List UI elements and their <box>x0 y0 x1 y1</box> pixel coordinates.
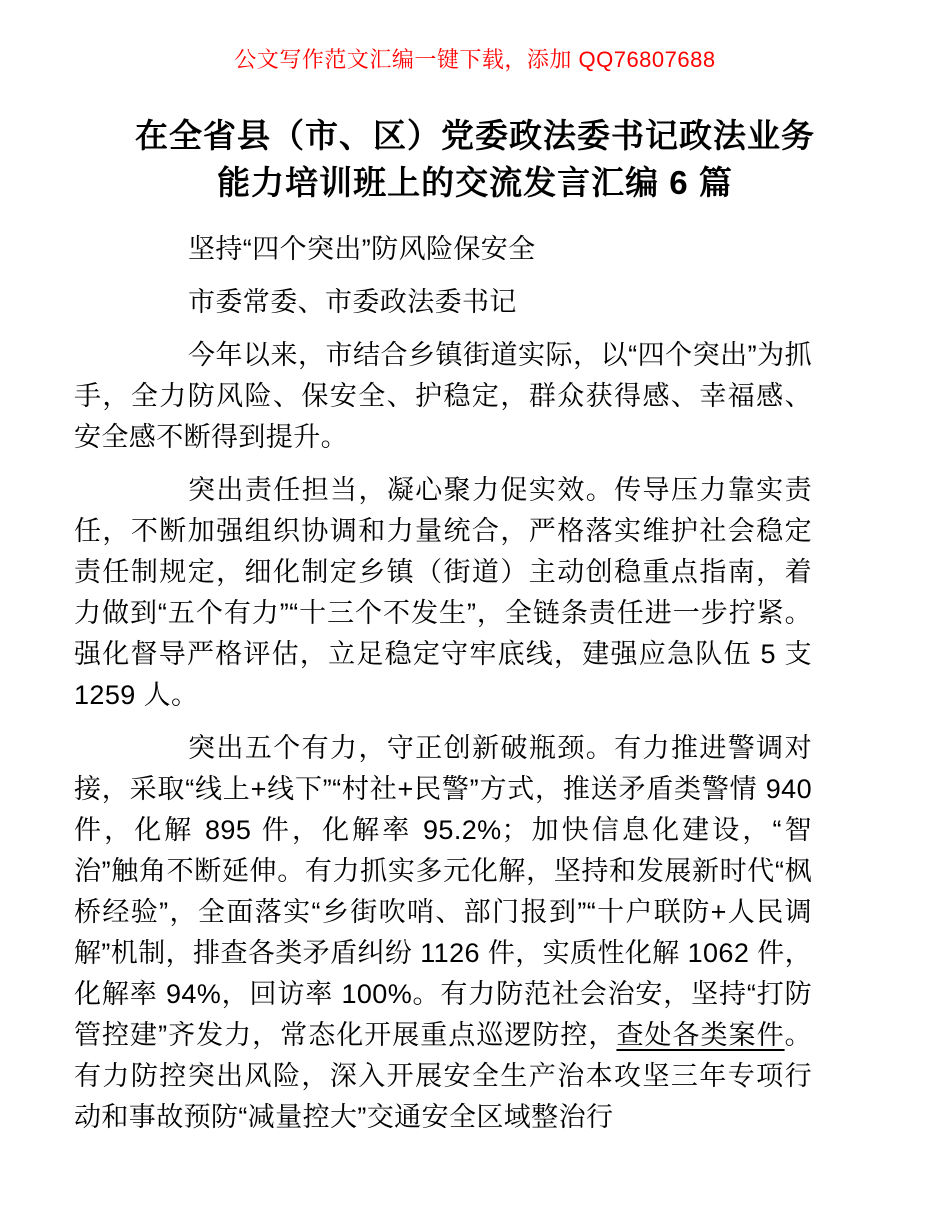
paragraph-3 <box>74 728 812 1138</box>
paragraph-2: 突出责任担当，凝心聚力促实效。传导压力靠实责任，不断加强组织协调和力量统合，严格落实维护社会稳定责任制规定，细化制定乡镇（街道）主动创稳重点指南，着力做到“五个有力”“十三个不发生”，全链条责任进一步拧紧。强化督导严格评估，立足稳定守牢底线，建强应急队伍 5 支 1259 人。 <box>74 475 812 710</box>
paragraph-1: 今年以来，市结合乡镇街道实际，以“四个突出”为抓手，全力防风险、保安全、护稳定，群众获得感、幸福感、安全感不断得到提升。 <box>74 340 812 452</box>
document-title-line-2: 能力培训班上的交流发言汇编 6 篇 <box>217 164 733 201</box>
document-body <box>0 229 950 1138</box>
document-title-line-1: 在全省县（市、区）党委政法委书记政法业务 <box>135 117 815 154</box>
underlined-phrase: 查处各类案件 <box>616 1020 785 1050</box>
byline: 市委常委、市委政法委书记 <box>188 287 517 317</box>
paragraph-3-continuation: 。有力防控突出风险，深入开展安全生产治本攻坚三年专项行动和事故预防“减量控大”交通安全区域整治行 <box>74 1020 812 1132</box>
paragraph-3-text: 突出五个有力，守正创新破瓶颈。有力推进警调对接，采取“线上+线下”“村社+民警”方式，推送矛盾类警情 940 件，化解 895 件，化解率 95.2%；加快信息化建设，“智治”触角不断延伸。有力抓实多元化解，坚持和发展新时代“枫桥经验”，全面落实“乡街吹哨、部门报到”“十户联防+人民调解”机制，排查各类矛盾纠纷 1126 件，实质性化解 1062 件，化解率 94%，回访率 100%。有力防范社会治安，坚持“打防管控建”齐发力，常态化开展重点巡逻防控， <box>74 733 812 1050</box>
section-heading: 坚持“四个突出”防风险保安全 <box>188 234 536 264</box>
promo-banner-text: 公文写作范文汇编一键下载，添加 QQ76807688 <box>234 47 716 72</box>
document-title <box>0 112 950 206</box>
